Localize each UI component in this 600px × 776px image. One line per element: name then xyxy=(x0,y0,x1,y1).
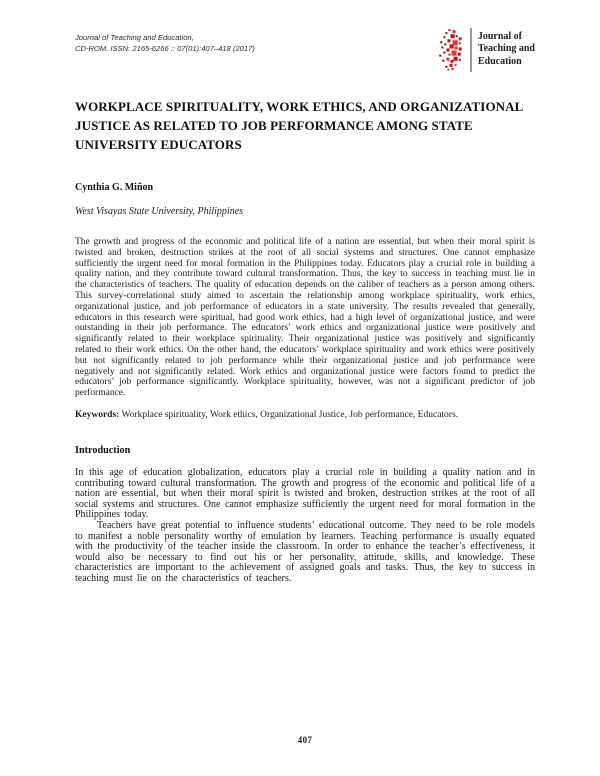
keywords-label: Keywords: xyxy=(75,409,120,420)
article-title: WORKPLACE SPIRITUALITY, WORK ETHICS, AND ORGANIZATIONAL JUSTICE AS RELATED TO JOB PERFORMANCE AMONG STATE UNIVERSITY EDUCATORS xyxy=(75,99,523,152)
intro-paragraph-1: In this age of education globalization, educators play a crucial role in building a quality nation and in contributing toward cultural transformation. The growth and progress of the economic and political life of a nation are essential, but when their moral spirit is twisted and broken, destruction strikes at the root of all social systems and structures. One cannot emphasize sufficiently the urgent need for moral formation in the Philippines today. xyxy=(75,466,535,521)
author-affiliation: West Visayas State University, Philippines xyxy=(75,206,244,217)
logo-line-2: Teaching and xyxy=(477,43,535,55)
journal-header xyxy=(75,30,535,75)
intro-paragraph-2: Teachers have great potential to influence students’ educational outcome. They need to be role models to manifest a noble personality worthy of emulation by learners. Teaching performance is usually equated with the productivity of the teacher inside the classroom. In order to enhance the teacher’s effectiveness, it would also be necessary to find out his or her personality, attitude, skills, and knowledge. These characteristics are important to the achievement of assigned goals and tasks. Thus, the key to success in teaching must lie on the characteristics of teachers. xyxy=(75,519,535,584)
journal-name: Journal of Teaching and Education, xyxy=(75,33,194,42)
page-footer xyxy=(75,730,535,748)
keywords-line xyxy=(75,410,535,421)
red-dotted-globe-icon xyxy=(437,27,464,72)
journal-logo xyxy=(437,27,535,72)
keywords-text: Workplace spirituality, Work ethics, Organizational Justice, Job performance, Educators. xyxy=(121,409,459,420)
logo-wordmark xyxy=(478,31,535,69)
section-heading-introduction: Introduction xyxy=(75,444,131,456)
logo-line-3: Education xyxy=(477,55,522,67)
author-name: Cynthia G. Miñon xyxy=(75,182,154,193)
page-number: 407 xyxy=(297,735,313,745)
abstract-text: The growth and progress of the economic and political life of a nation are essential, but when their moral spirit is twisted and broken, destruction strikes at the root of all social systems and structures. One cannot emphasize sufficiently the urgent need for moral formation in the Philippines today. Educators play a crucial role in building a quality nation, and they contribute toward cultural transformation. Thus, the key to success in teaching must lie in the characteristics of teachers. The quality of education depends on the caliber of teachers as a person among others. This survey-correlational study aimed to ascertain the relationship among workplace spirituality, work ethics, organizational justice, and job performance of educators in a state university. The results revealed that generally, educators in this research were spiritual, had good work ethics, had a high level of organizational justice, and were outstanding in their job performance. The educators’ work ethics and organizational justice were positively and significantly related to their workplace spirituality. Their organizational justice was positively and significantly related to their work ethics. On the other hand, the educators’ workplace spirituality and work ethics were positively but not significantly related to job performance while their organizational justice and job performance were negatively and not significantly related. Work ethics and organizational justice were factors found to predict the educators’ job performance significantly. Workplace spirituality, however, was not a significant predictor of job performance. xyxy=(75,237,535,399)
logo-line-1: Journal of xyxy=(477,30,523,42)
journal-issn: CD-ROM. ISSN: 2165-6266 :: 07(01):407–418 (2017) xyxy=(75,43,255,53)
journal-info xyxy=(75,33,255,54)
logo-divider xyxy=(470,28,472,72)
